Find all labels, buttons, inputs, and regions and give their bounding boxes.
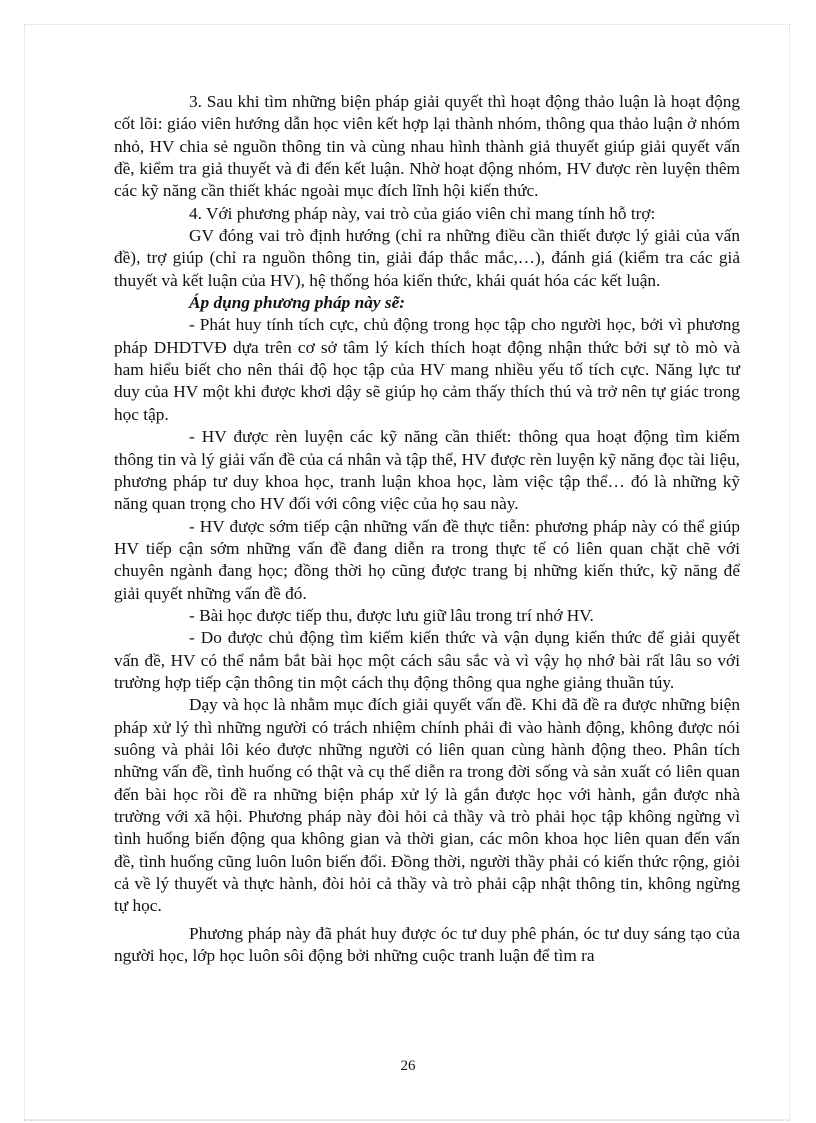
section-heading: Áp dụng phương pháp này sẽ:	[189, 293, 406, 313]
paragraph-teacher-role: GV đóng vai trò định hướng (chỉ ra những điều cần thiết được lý giải của vấn đề), trợ giúp (chỉ ra nguồn thông tin, giải đáp thắc mắc,…), đánh giá (kiểm tra các giả thuyết và kết luận của HV), hệ thống hóa kiến thức, khái quát hóa các kết luận.	[114, 226, 740, 290]
bullet-skills-training: - HV được rèn luyện các kỹ năng cần thiết: thông qua hoạt động tìm kiếm thông tin và lý giải vấn đề của cá nhân và tập thể, HV được rèn luyện kỹ năng đọc tài liệu, phương pháp tư duy khoa học, tranh luận khoa học, làm việc tập thể… đó là những kỹ năng quan trọng cho HV đối với công việc của họ sau này.	[114, 427, 740, 514]
bullet-active-learning: - Phát huy tính tích cực, chủ động trong học tập cho người học, bởi vì phương pháp DHDTVĐ dựa trên cơ sở tâm lý kích thích hoạt động nhận thức bởi sự tò mò và ham hiểu biết cho nên thái độ học tập của HV mang nhiều yếu tố tích cực. Năng lực tư duy của HV một khi được khơi dậy sẽ giúp họ cảm thấy thích thú và trở nên tự giác trong học tập.	[114, 315, 740, 424]
document-body	[114, 91, 740, 967]
paragraph-teaching-purpose: Dạy và học là nhằm mục đích giải quyết vấn đề. Khi đã đề ra được những biện pháp xử lý thì những người có trách nhiệm chính phải đi vào hành động, không được nói suông và phải lôi kéo được những người có liên quan cùng hành động theo. Phân tích những vấn đề, tình huống có thật và cụ thể diễn ra trong đời sống và sản xuất có liên quan đến bài học rồi đề ra những biện pháp xử lý là gắn được học với hành, gắn được nhà trường với xã hội. Phương pháp này đòi hỏi cả thầy và trò phải học tập không ngừng vì tình huống biến động qua không gian và thời gian, các môn khoa học liên quan đến vấn đề, tình huống cũng luôn luôn biến đổi. Đồng thời, người thầy phải có kiến thức rộng, giỏi cả về lý thuyết và thực hành, đòi hỏi cả thầy và trò phải cập nhật thông tin, không ngừng tự học.	[114, 695, 740, 916]
bullet-practical-issues: - HV được sớm tiếp cận những vấn đề thực tiễn: phương pháp này có thể giúp HV tiếp cận sớm những vấn đề đang diễn ra trong thực tế có liên quan chặt chẽ với chuyên ngành đang học; đồng thời họ cũng được trang bị những kiến thức, kỹ năng để giải quyết những vấn đề đó.	[114, 516, 740, 603]
paragraph-item-3: 3. Sau khi tìm những biện pháp giải quyết thì hoạt động thảo luận là hoạt động cốt lõi: giáo viên hướng dẫn học viên kết hợp lại thành nhóm, thông qua thảo luận ở nhóm nhỏ, HV chia sẻ nguồn thông tin và cùng nhau hình thành giả thuyết giúp giải quyết vấn đề, kiểm tra giả thuyết và đi đến kết luận. Nhờ hoạt động nhóm, HV được rèn luyện thêm các kỹ năng cần thiết khác ngoài mục đích lĩnh hội kiến thức.	[114, 92, 740, 201]
paragraph-critical-thinking: Phương pháp này đã phát huy được óc tư duy phê phán, óc tư duy sáng tạo của người học, lớp học luôn sôi động bởi những cuộc tranh luận để tìm ra	[114, 923, 740, 966]
bottom-divider	[24, 1120, 790, 1121]
bullet-deep-understanding: - Do được chủ động tìm kiếm kiến thức và vận dụng kiến thức để giải quyết vấn đề, HV có thể nắm bắt bài học một cách sâu sắc và vì vậy họ nhớ bài rất lâu so với trường hợp tiếp cận thông tin một cách thụ động thông qua nghe giảng thuần túy.	[114, 628, 740, 692]
page-number: 26	[400, 1058, 416, 1074]
bullet-memory-retention: - Bài học được tiếp thu, được lưu giữ lâu trong trí nhớ HV.	[189, 605, 594, 625]
paragraph-item-4: 4. Với phương pháp này, vai trò của giáo viên chỉ mang tính hỗ trợ:	[189, 203, 656, 223]
